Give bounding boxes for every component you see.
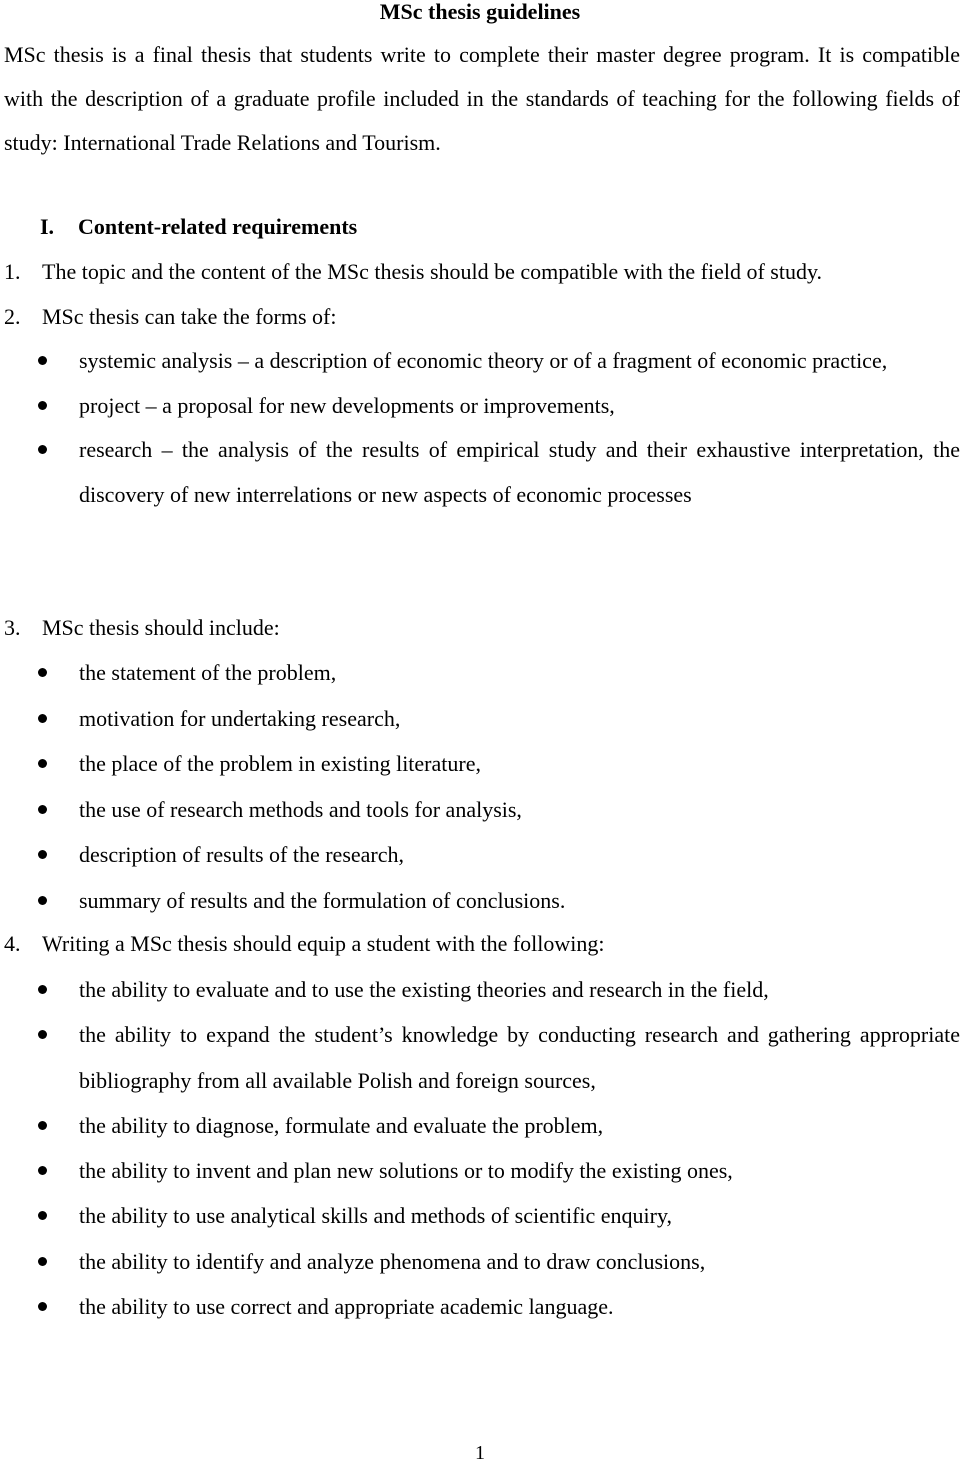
bullet-icon: [38, 1211, 47, 1220]
bullet-icon: [38, 850, 47, 859]
bullet-icon: [38, 668, 47, 677]
forms-bullet-list: [0, 339, 960, 517]
list-item-text: the ability to evaluate and to use the existing theories and research in the field,: [79, 977, 769, 1002]
intro-paragraph: MSc thesis is a final thesis that students write to complete their master degree program. It is compatible with the description of a graduate profile included in the standards of teaching for the following fields of study: International Trade Relations and Tourism.: [4, 42, 960, 155]
bullet-icon: [38, 1030, 47, 1039]
list-item-text: description of results of the research,: [79, 842, 404, 867]
bullet-icon: [38, 1257, 47, 1266]
list-item: [0, 1148, 960, 1193]
list-item-text: the ability to identify and analyze phenomena and to draw conclusions,: [79, 1248, 706, 1274]
list-item: [0, 787, 960, 833]
section-number: I.: [40, 214, 55, 239]
bullet-icon: [38, 714, 47, 723]
numbered-item-4: [4, 929, 605, 959]
list-item-text: the ability to invent and plan new solutions or to modify the existing ones,: [79, 1158, 733, 1184]
bullet-icon: [38, 1302, 47, 1311]
item-number: 4.: [4, 931, 21, 956]
list-item: [0, 384, 960, 429]
list-item-text: the ability to expand the student’s knowledge by conducting research and gathering appropriate bibliography from all available Polish and foreign sources,: [79, 1022, 960, 1093]
list-item-text: the ability to diagnose, formulate and evaluate the problem,: [79, 1112, 604, 1138]
section-heading: [40, 212, 357, 242]
bullet-icon: [38, 985, 47, 994]
bullet-icon: [38, 1121, 47, 1130]
item-text: The topic and the content of the MSc thesis should be compatible with the field of study.: [42, 259, 823, 284]
bullet-icon: [38, 759, 47, 768]
bullet-icon: [38, 401, 47, 410]
document-title: MSc thesis guidelines: [379, 0, 581, 24]
list-item: [0, 1193, 960, 1238]
numbered-item-1: [4, 257, 822, 287]
list-item-text: research – the analysis of the results of empirical study and their exhaustive interpretation, the discovery of new interrelations or new aspects of economic processes: [79, 437, 960, 507]
item-number: 2.: [4, 304, 21, 329]
list-item-text: systemic analysis – a description of economic theory or of a fragment of economic practice,: [79, 348, 888, 373]
list-item: [0, 696, 960, 742]
item-number: 1.: [4, 259, 21, 284]
item-text: MSc thesis should include:: [42, 615, 280, 640]
list-item: [0, 1284, 960, 1329]
item-text: MSc thesis can take the forms of:: [42, 304, 337, 329]
list-item: [0, 428, 960, 517]
list-item: [0, 1012, 960, 1103]
numbered-item-2: [4, 302, 337, 332]
item-number: 3.: [4, 615, 21, 640]
item-text: Writing a MSc thesis should equip a student with the following:: [42, 931, 605, 956]
list-item: [0, 741, 960, 787]
list-item: [0, 1103, 960, 1148]
list-item-text: project – a proposal for new developments or improvements,: [79, 392, 615, 418]
list-item-text: the place of the problem in existing literature,: [79, 751, 481, 776]
list-item-text: the statement of the problem,: [79, 660, 337, 685]
list-item: [0, 650, 960, 696]
bullet-icon: [38, 445, 47, 454]
include-bullet-list: [0, 650, 960, 923]
page-number: 1: [475, 1442, 485, 1464]
bullet-icon: [38, 1166, 47, 1175]
abilities-bullet-list: [0, 967, 960, 1329]
list-item-text: the use of research methods and tools for analysis,: [79, 796, 522, 822]
bullet-icon: [38, 896, 47, 905]
list-item: [0, 832, 960, 878]
bullet-icon: [38, 805, 47, 814]
list-item-text: the ability to use correct and appropriate academic language.: [79, 1294, 614, 1320]
list-item-text: motivation for undertaking research,: [79, 705, 401, 731]
section-title: Content-related requirements: [78, 214, 358, 239]
list-item: [0, 878, 960, 924]
numbered-item-3: [4, 613, 280, 643]
list-item-text: the ability to use analytical skills and methods of scientific enquiry,: [79, 1203, 673, 1229]
bullet-icon: [38, 356, 47, 365]
list-item: [0, 967, 960, 1012]
list-item: [0, 339, 960, 384]
list-item-text: summary of results and the formulation of conclusions.: [79, 887, 566, 913]
list-item: [0, 1239, 960, 1284]
